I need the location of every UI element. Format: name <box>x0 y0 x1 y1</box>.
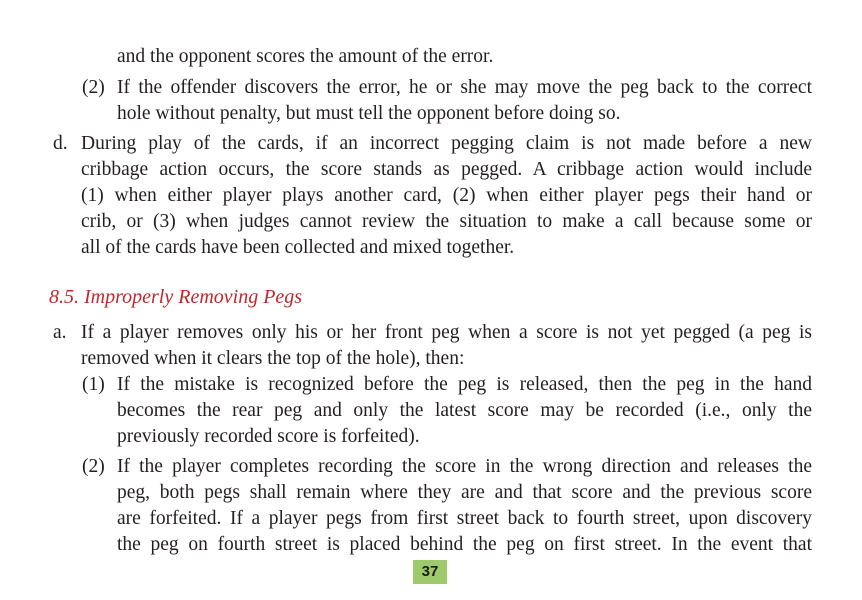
paragraph-line: peg, both pegs shall remain where they are and that score and the previous score <box>117 482 812 503</box>
paragraph-line: crib, or (3) when judges cannot review the situation to make a call because some or <box>81 211 812 232</box>
list-item-label: (2) <box>82 456 105 477</box>
paragraph-line: If a player removes only his or her front peg when a score is not yet pegged (a peg is <box>81 322 812 343</box>
paragraph-line: the peg on fourth street is placed behind the peg on first street. In the event that <box>117 534 812 555</box>
list-item-label: d. <box>53 133 68 154</box>
paragraph-line: becomes the rear peg and only the latest score may be recorded (i.e., only the <box>117 400 812 421</box>
paragraph-line: During play of the cards, if an incorrect pegging claim is not made before a new <box>81 133 812 154</box>
paragraph-line: all of the cards have been collected and mixed together. <box>81 237 515 258</box>
list-item-label: (1) <box>82 374 105 395</box>
paragraph-line: hole without penalty, but must tell the opponent before doing so. <box>117 103 621 124</box>
paragraph-line: If the mistake is recognized before the peg is released, then the peg in the hand <box>117 374 812 395</box>
paragraph-line: If the player completes recording the score in the wrong direction and releases the <box>117 456 812 477</box>
paragraph-line: and the opponent scores the amount of the error. <box>117 46 494 67</box>
paragraph-line: previously recorded score is forfeited). <box>117 426 420 447</box>
paragraph-line: are forfeited. If a player pegs from first street back to fourth street, upon discovery <box>117 508 812 529</box>
list-item-label: (2) <box>82 77 105 98</box>
paragraph-line: removed when it clears the top of the hole), then: <box>81 348 465 369</box>
page-number-badge: 37 <box>413 560 447 584</box>
paragraph-line: If the offender discovers the error, he or she may move the peg back to the correct <box>117 77 812 98</box>
section-heading: 8.5. Improperly Removing Pegs <box>49 286 303 308</box>
paragraph-line: cribbage action occurs, the score stands as pegged. A cribbage action would include <box>81 159 812 180</box>
paragraph-line: (1) when either player plays another card, (2) when either player pegs their hand or <box>81 185 812 206</box>
list-item-label: a. <box>53 322 67 343</box>
